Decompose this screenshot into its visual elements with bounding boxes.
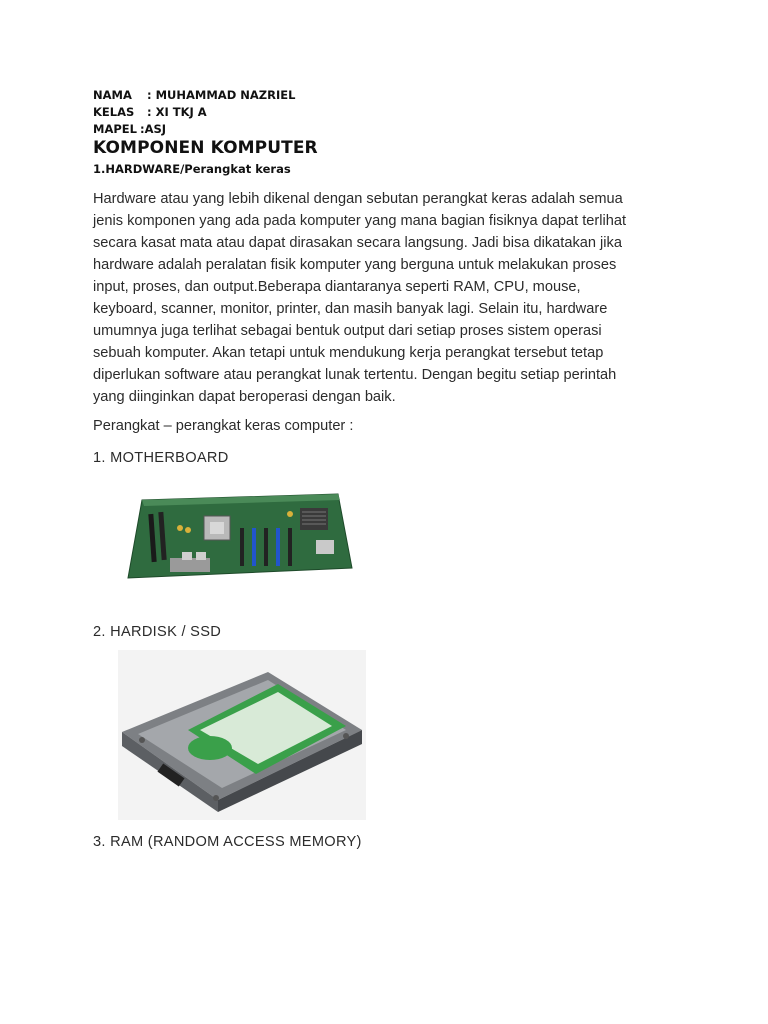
paragraph-line: umumnya juga terlihat sebagai bentuk output dari setiap proses sistem operasi: [93, 323, 602, 339]
paragraph-line: hardware adalah peralatan fisik komputer yang berguna untuk melakukan proses: [93, 257, 617, 273]
section-heading: 1.HARDWARE/Perangkat keras: [93, 162, 291, 176]
paragraph-line: keyboard, scanner, monitor, printer, dan masih banyak lagi. Selain itu, hardware: [93, 301, 608, 317]
paragraph-line: yang diinginkan dapat beroperasi dengan baik.: [93, 389, 396, 405]
list-item-motherboard: 1. MOTHERBOARD: [93, 450, 229, 466]
list-item-hardisk: 2. HARDISK / SSD: [93, 624, 222, 640]
nama-label: NAMA: [93, 88, 132, 102]
list-item-ram: 3. RAM (RANDOM ACCESS MEMORY): [93, 834, 362, 850]
hard-disk-image: [118, 650, 366, 820]
nama-row: [93, 87, 295, 104]
mapel-value: :ASJ: [140, 122, 167, 136]
hard-disk-photo: [118, 650, 366, 820]
hardware-paragraph: [93, 188, 673, 408]
paragraph-line: jenis komponen yang ada pada komputer yang mana bagian fisiknya dapat terlihat: [93, 213, 627, 229]
document-title: KOMPONEN KOMPUTER: [93, 138, 318, 158]
nama-value: : MUHAMMAD NAZRIEL: [147, 88, 296, 102]
paragraph-line: sebuah komputer. Akan tetapi untuk mendukung kerja perangkat tersebut tetap: [93, 345, 604, 361]
list-intro: Perangkat – perangkat keras computer :: [93, 418, 354, 434]
motherboard-image: [120, 488, 360, 588]
paragraph-line: diperlukan software atau perangkat lunak tertentu. Dengan begitu setiap perintah: [93, 367, 617, 383]
kelas-value: : XI TKJ A: [147, 105, 207, 119]
mapel-row: [93, 121, 295, 138]
mapel-label: MAPEL: [93, 122, 137, 136]
paragraph-line: input, proses, dan output.Beberapa diantaranya seperti RAM, CPU, mouse,: [93, 279, 581, 295]
kelas-label: KELAS: [93, 105, 135, 119]
paragraph-line: Hardware atau yang lebih dikenal dengan sebutan perangkat keras adalah semua: [93, 191, 623, 207]
motherboard-photo: [120, 488, 360, 588]
kelas-row: [93, 104, 295, 121]
student-info: [93, 87, 295, 138]
paragraph-line: secara kasat mata atau dapat dirasakan secara langsung. Jadi bisa dikatakan jika: [93, 235, 622, 251]
